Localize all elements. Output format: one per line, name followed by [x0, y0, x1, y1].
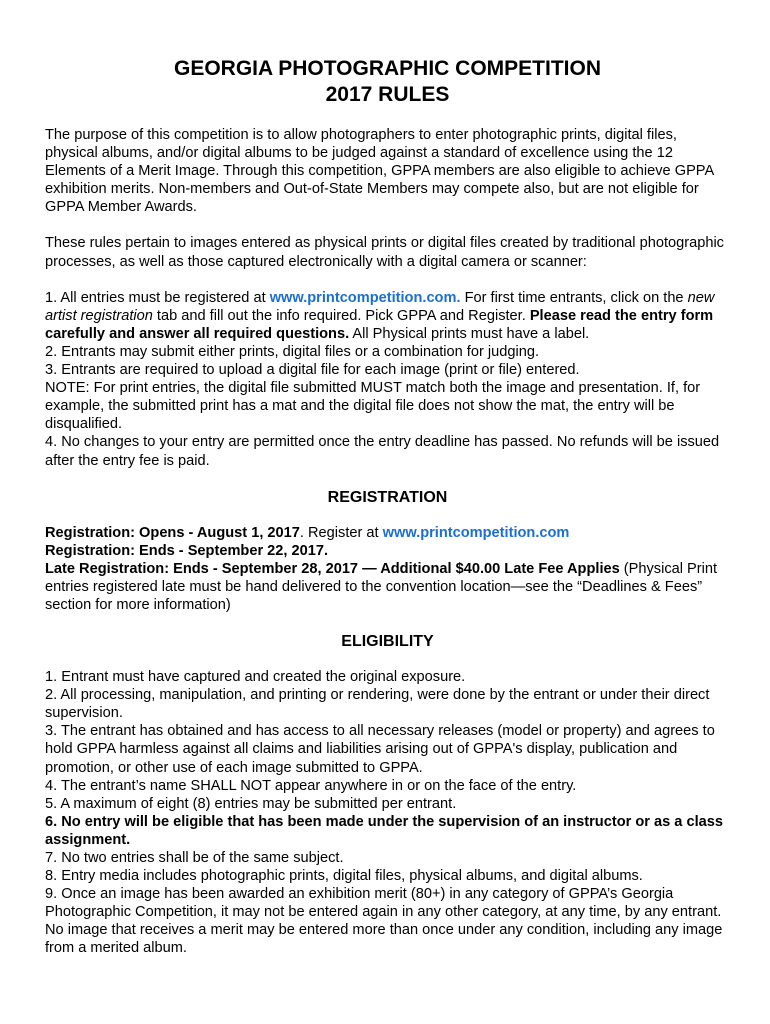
eligibility-5: 5. A maximum of eight (8) entries may be submitted per entrant.: [45, 795, 457, 812]
registration-opens-bold: Registration: Opens - August 1, 2017: [45, 524, 300, 541]
rule-note: NOTE: For print entries, the digital file submitted MUST match both the image and presentation. If, for example, the submitted print has a mat and the digital file does not show the mat, the entry will be disqualified.: [45, 380, 701, 433]
eligibility-3: 3. The entrant has obtained and has access to all necessary releases (model or property) and agrees to hold GPPA harmless against all claims and liabilities arising out of GPPA's display, publication and promotion, or other use of each image submitted to GPPA.: [45, 723, 715, 776]
rule-1-text-d: All Physical prints must have a label.: [349, 325, 590, 342]
late-registration-text: (Physical Print entries registered late must be hand delivered to the convention location—see the “Deadlines & Fees” section for more information): [45, 560, 718, 613]
registration-link[interactable]: www.printcompetition.com: [382, 524, 570, 541]
rule-1: [45, 289, 730, 343]
eligibility-7: 7. No two entries shall be of the same subject.: [45, 850, 344, 866]
eligibility-8: 8. Entry media includes photographic prints, digital files, physical albums, and digital albums.: [45, 868, 643, 885]
eligibility-6-bold: 6. No entry will be eligible that has been made under the supervision of an instructor or as a class assignment.: [45, 813, 723, 848]
scope-paragraph: These rules pertain to images entered as physical prints or digital files created by traditional photographic processes, as well as those captured electronically with a digital camera or scanner:: [45, 235, 724, 270]
eligibility-6: [45, 813, 730, 849]
rules-document: [45, 56, 730, 958]
eligibility-2: 2. All processing, manipulation, and printing or rendering, were done by the entrant or under their direct supervision.: [45, 687, 710, 722]
registration-heading: REGISTRATION: [327, 488, 448, 506]
rule-4: 4. No changes to your entry are permitted once the entry deadline has passed. No refunds will be issued after the entry fee is paid.: [45, 434, 720, 469]
registration-section: [45, 524, 730, 614]
registration-opens-text: . Register at: [299, 524, 383, 541]
title-line-1: GEORGIA PHOTOGRAPHIC COMPETITION: [173, 57, 602, 80]
registration-ends: [45, 542, 730, 560]
registration-opens: [45, 524, 730, 542]
late-registration: [45, 560, 730, 614]
rules-list: [45, 289, 730, 470]
rule-1-italic: new artist registration: [45, 289, 715, 324]
eligibility-1: 1. Entrant must have captured and created the original exposure.: [45, 669, 466, 686]
rule-1-text-c: tab and fill out the info required. Pick GPPA and Register.: [152, 307, 530, 324]
registration-ends-bold: Registration: Ends - September 22, 2017.: [45, 542, 329, 559]
eligibility-4: 4. The entrant’s name SHALL NOT appear anywhere in or on the face of the entry.: [45, 777, 577, 794]
intro-paragraph: The purpose of this competition is to allow photographers to enter photographic prints, digital files, physical albums, and/or digital albums to be judged against a standard of excellence using the 12 Elements of a Merit Image. Through this competition, GPPA members are also eligible to achieve GPPA exhibition merits. Non-members and Out-of-State Members may compete also, but are not eligible for GPPA Member Awards.: [45, 127, 714, 216]
rule-1-bold: Please read the entry form carefully and answer all required questions.: [45, 307, 714, 342]
document-title: [45, 56, 730, 108]
rule-1-text-b: For first time entrants, click on the: [460, 289, 688, 306]
rule-3: 3. Entrants are required to upload a digital file for each image (print or file) entered.: [45, 362, 580, 379]
eligibility-heading: ELIGIBILITY: [341, 633, 434, 651]
eligibility-list: [45, 668, 730, 958]
title-line-2: 2017 RULES: [325, 83, 450, 106]
printcompetition-link[interactable]: www.printcompetition.com.: [269, 289, 461, 306]
eligibility-9: 9. Once an image has been awarded an exhibition merit (80+) in any category of GPPA’s Georgia Photographic Competition, it may not be entered again in any other category, at any time, by any entrant. No image that receives a merit may be entered more than once under any condition, including any image from a merited album.: [45, 886, 723, 957]
late-registration-bold: Late Registration: Ends - September 28, 2017 — Additional $40.00 Late Fee Applies: [45, 560, 620, 577]
rule-2: 2. Entrants may submit either prints, digital files or a combination for judging.: [45, 343, 539, 360]
rule-1-text-a: 1. All entries must be registered at: [45, 289, 270, 306]
